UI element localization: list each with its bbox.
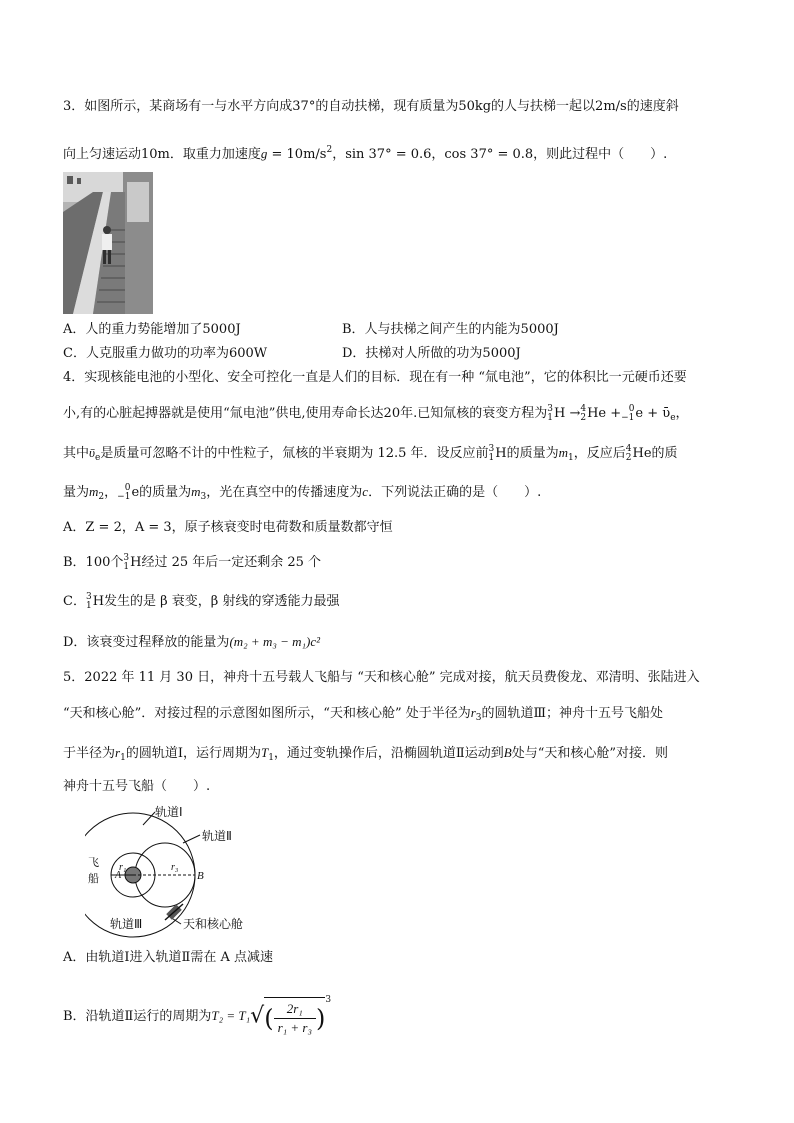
q5-stem-line2: “天和核心舱”．对接过程的示意图如图所示，“天和核心舱” 处于半径为$r_3$的圆轨道Ⅲ；神舟十五号飞船处 — [63, 705, 664, 723]
q5-option-a: A．由轨道Ⅰ进入轨道Ⅱ需在 A 点减速 — [63, 950, 274, 965]
q5-option-b: B．沿轨道Ⅱ运行的周期为T₂ = T₁√( $\frac{\text{2r₁}}{\text{r₁ + r₃}}$ )$^3$ — [63, 995, 332, 1035]
q3-option-a: A．人的重力势能增加了5000J — [63, 322, 241, 337]
q4-option-b: B．100个 3 1 H经过 25 年后一定还剩余 25 个 — [63, 552, 322, 572]
ship-label-2: 船 — [88, 873, 99, 885]
q4-stem-line3: 其中ῡ$_e$是质量可忽略不计的中性粒子，氚核的半衰期为 12.5 年．设反应前 3 1 H的质量为$m_1$，反应后 4 2 He的质 — [63, 443, 678, 463]
station-label: 天和核心舱 — [183, 917, 244, 931]
point-b-label: B — [197, 870, 204, 882]
q4-option-c: C． 3 1 H发生的是 β 衰变，β 射线的穿透能力最强 — [63, 591, 340, 611]
orbit-3-label: 轨道Ⅲ — [110, 917, 143, 931]
point-a-label: A — [115, 870, 122, 881]
q3-stem-line2: 向上匀速运动10m．取重力加速度$g = 10m/s^2$，sin 37° = 0.6，cos 37° = 0.8，则此过程中（ ）. — [63, 145, 668, 162]
q3-option-b: B．人与扶梯之间产生的内能为5000J — [342, 322, 559, 337]
orbit-diagram — [85, 800, 275, 940]
orbit-1-label: 轨道Ⅰ — [155, 805, 183, 819]
q3-stem-line1: 3．如图所示，某商场有一与水平方向成37°的自动扶梯，现有质量为50kg的人与扶梯一起以2m/s的速度斜 — [63, 99, 679, 114]
escalator-photo-graphic — [63, 172, 153, 314]
q4-stem-line4: 量为$m_2$， 0 −1 e的质量为$m_3$，光在真空中的传播速度为c．下列说法正确的是（ ）. — [63, 482, 542, 502]
q4-stem-line1: 4．实现核能电池的小型化、安全可控化一直是人们的目标．现在有一种 “氚电池”，它的体积比一元硬币还要 — [63, 370, 687, 385]
q4-stem-line2: 小,有的心脏起搏器就是使用“氚电池”供电,使用寿命长达20年.已知氚核的衰变方程为 3 1 H → 4 2 He + 0 −1 e + ῡ$_e$， — [63, 403, 689, 423]
ship-label-1: 飞 — [88, 857, 99, 869]
escalator-photo — [63, 172, 153, 314]
q5-stem-line4: 神舟十五号飞船（ ）. — [63, 779, 211, 794]
r3-label: r₃ — [171, 862, 179, 873]
q5-stem-line3: 于半径为$r_1$的圆轨道Ⅰ，运行周期为$T_1$，通过变轨操作后，沿椭圆轨道Ⅱ运动到B处与“天和核心舱”对接．则 — [63, 745, 669, 763]
orbit-2-label: 轨道Ⅱ — [202, 829, 232, 843]
q4-option-a: A．Z = 2，A = 3，原子核衰变时电荷数和质量数都守恒 — [63, 520, 393, 535]
q5-stem-line1: 5．2022 年 11 月 30 日，神舟十五号载人飞船与 “天和核心舱” 完成对接，航天员费俊龙、邓清明、张陆进入 — [63, 670, 700, 685]
q3-option-c: C．人克服重力做功的功率为600W — [63, 346, 268, 361]
q3-option-d: D．扶梯对人所做的功为5000J — [342, 346, 521, 361]
q4-option-d: D．该衰变过程释放的能量为(m₂ + m₃ − m₁)c² — [63, 634, 321, 650]
r1-label: r₁ — [119, 862, 127, 873]
